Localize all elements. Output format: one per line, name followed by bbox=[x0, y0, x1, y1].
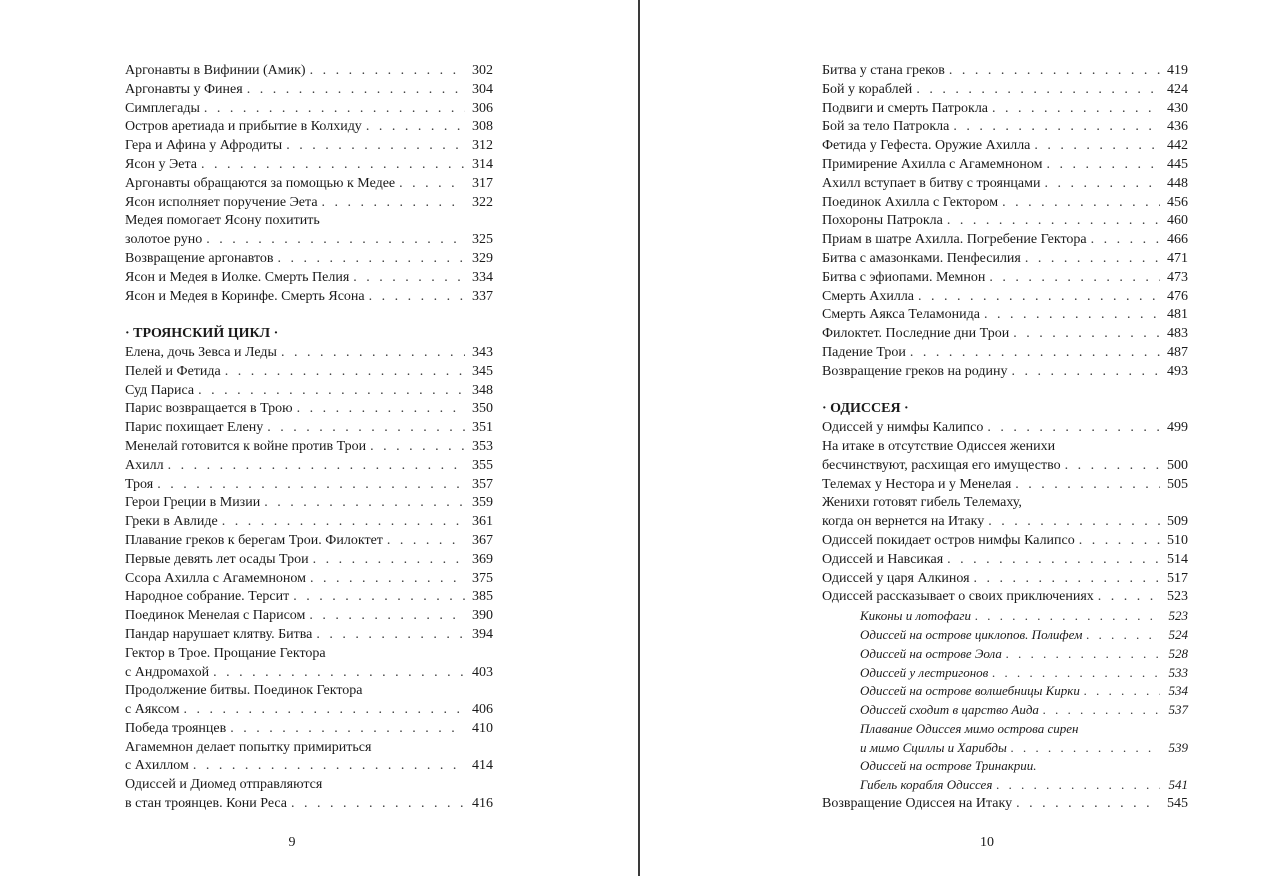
toc-entry-page: 499 bbox=[1167, 420, 1188, 436]
leader-dots bbox=[992, 100, 1160, 119]
toc-entry-page: 448 bbox=[1167, 175, 1188, 191]
leader-dots bbox=[387, 532, 465, 551]
toc-entry bbox=[822, 100, 1188, 119]
toc-entry bbox=[125, 100, 493, 119]
toc-entry-title-cont: бесчинствуют, расхищая его имущество bbox=[822, 457, 1061, 473]
leader-dots bbox=[949, 62, 1160, 81]
section-title-trojan-cycle: · ТРОЯНСКИЙ ЦИКЛ · bbox=[125, 326, 279, 342]
toc-entry-title: Менелай готовится к войне против Трои bbox=[125, 438, 367, 454]
leader-dots bbox=[975, 607, 1160, 626]
leader-dots bbox=[201, 156, 465, 175]
leader-dots bbox=[225, 363, 465, 382]
leader-dots bbox=[1046, 156, 1160, 175]
toc-entry-page: 483 bbox=[1167, 326, 1188, 342]
leader-dots bbox=[910, 344, 1160, 363]
toc-entry bbox=[125, 664, 493, 683]
toc-entry bbox=[822, 588, 1188, 607]
toc-entry bbox=[125, 156, 493, 175]
right-page bbox=[640, 0, 1280, 876]
toc-entry-page: 334 bbox=[472, 269, 493, 285]
toc-entry bbox=[822, 156, 1188, 175]
toc-entry bbox=[822, 664, 1188, 683]
toc-entry-title: Гера и Афина у Афродиты bbox=[125, 138, 283, 154]
toc-entry-page: 414 bbox=[472, 758, 493, 774]
toc-entry-title: Победа троянцев bbox=[125, 720, 227, 736]
leader-dots bbox=[1034, 137, 1160, 156]
toc-entry-title: Одиссей у нимфы Калипсо bbox=[822, 420, 984, 436]
toc-entry bbox=[822, 269, 1188, 288]
toc-entry bbox=[822, 795, 1188, 814]
toc-entry-page: 471 bbox=[1167, 250, 1188, 266]
toc-entry bbox=[822, 231, 1188, 250]
toc-entry-title: Гектор в Трое. Прощание Гектора bbox=[125, 645, 326, 661]
toc-entry bbox=[125, 81, 493, 100]
toc-entry bbox=[822, 288, 1188, 307]
leader-dots bbox=[987, 419, 1160, 438]
toc-entry-title-cont: с Ахиллом bbox=[125, 758, 189, 774]
leader-dots bbox=[206, 231, 465, 250]
toc-entry-page: 541 bbox=[1168, 777, 1188, 793]
toc-entry-title: Ясон исполняет поручение Эета bbox=[125, 194, 318, 210]
toc-entry bbox=[125, 382, 493, 401]
toc-entry bbox=[822, 739, 1188, 758]
toc-entry bbox=[822, 62, 1188, 81]
leader-dots bbox=[1043, 701, 1160, 720]
toc-entry-title: Возвращение греков на родину bbox=[822, 363, 1008, 379]
toc-entry-title: Плавание Одиссея мимо острова сирен bbox=[860, 720, 1079, 736]
left-page bbox=[0, 0, 638, 876]
toc-entry-page: 523 bbox=[1168, 608, 1188, 624]
toc-entry-page: 359 bbox=[472, 495, 493, 511]
toc-right bbox=[822, 62, 1188, 814]
toc-entry bbox=[125, 231, 493, 250]
toc-entry-page: 312 bbox=[472, 138, 493, 154]
leader-dots bbox=[953, 118, 1160, 137]
toc-entry-page: 329 bbox=[472, 250, 493, 266]
toc-entry bbox=[125, 494, 493, 513]
leader-dots bbox=[293, 588, 465, 607]
toc-entry bbox=[822, 118, 1188, 137]
toc-entry-title: Одиссей и Диомед отправляются bbox=[125, 777, 323, 793]
leader-dots bbox=[947, 551, 1160, 570]
toc-entry-page: 343 bbox=[472, 344, 493, 360]
leader-dots bbox=[1011, 739, 1160, 758]
toc-entry-page: 424 bbox=[1167, 81, 1188, 97]
leader-dots bbox=[1011, 363, 1160, 382]
toc-entry-title-cont: в стан троянцев. Кони Реса bbox=[125, 796, 287, 812]
section-title-odyssey: · ОДИССЕЯ · bbox=[822, 401, 909, 417]
toc-entry bbox=[125, 288, 493, 307]
toc-entry-page: 528 bbox=[1168, 645, 1188, 661]
leader-dots bbox=[984, 306, 1160, 325]
toc-entry bbox=[125, 795, 493, 814]
toc-entry-title: Одиссей рассказывает о своих приключениях bbox=[822, 589, 1094, 605]
toc-entry bbox=[125, 626, 493, 645]
toc-entry-title-cont: и мимо Сциллы и Харибды bbox=[860, 739, 1007, 755]
toc-entry-title: Одиссей на острове Эола bbox=[860, 645, 1002, 661]
toc-entry-page: 436 bbox=[1167, 119, 1188, 135]
toc-entry-title: Фетида у Гефеста. Оружие Ахилла bbox=[822, 138, 1031, 154]
toc-entry-page: 308 bbox=[472, 119, 493, 135]
leader-dots bbox=[989, 269, 1160, 288]
toc-entry-page: 430 bbox=[1167, 100, 1188, 116]
toc-entry-page: 466 bbox=[1167, 232, 1188, 248]
toc-entry-page: 510 bbox=[1167, 532, 1188, 548]
toc-entry-title: На итаке в отсутствие Одиссея женихи bbox=[822, 438, 1056, 454]
toc-entry bbox=[125, 118, 493, 137]
toc-entry-title: Плавание греков к берегам Трои. Филоктет bbox=[125, 532, 383, 548]
toc-entry-title-cont: золотое руно bbox=[125, 232, 203, 248]
leader-dots bbox=[264, 494, 465, 513]
leader-dots bbox=[366, 118, 465, 137]
leader-dots bbox=[247, 81, 465, 100]
leader-dots bbox=[222, 513, 465, 532]
leader-dots bbox=[310, 62, 465, 81]
toc-entry bbox=[125, 476, 493, 495]
toc-entry bbox=[125, 551, 493, 570]
toc-block-trojan-cont bbox=[822, 62, 1188, 382]
leader-dots bbox=[988, 513, 1160, 532]
leader-dots bbox=[974, 570, 1160, 589]
toc-entry-page: 369 bbox=[472, 551, 493, 567]
toc-entry bbox=[822, 570, 1188, 589]
toc-entry bbox=[125, 137, 493, 156]
toc-entry bbox=[125, 588, 493, 607]
toc-entry-page: 456 bbox=[1167, 194, 1188, 210]
toc-entry bbox=[822, 682, 1188, 701]
toc-entry bbox=[822, 532, 1188, 551]
toc-entry-title: Битва с амазонками. Пенфесилия bbox=[822, 250, 1021, 266]
page-number: 10 bbox=[980, 835, 994, 850]
toc-entry-title: Ахилл вступает в битву с троянцами bbox=[822, 175, 1041, 191]
toc-entry-page: 367 bbox=[472, 532, 493, 548]
toc-entry bbox=[822, 776, 1188, 795]
toc-block-odyssey bbox=[822, 419, 1188, 814]
toc-entry-title: Продолжение битвы. Поединок Гектора bbox=[125, 683, 363, 699]
toc-entry-page: 476 bbox=[1167, 288, 1188, 304]
toc-entry-page: 442 bbox=[1167, 138, 1188, 154]
leader-dots bbox=[1025, 250, 1160, 269]
toc-entry-title: Подвиги и смерть Патрокла bbox=[822, 100, 989, 116]
toc-entry-title: Ссора Ахилла с Агамемноном bbox=[125, 570, 307, 586]
toc-entry bbox=[125, 457, 493, 476]
page-number: 9 bbox=[288, 835, 296, 850]
toc-entry-page: 355 bbox=[472, 457, 493, 473]
toc-entry-title: Остров аретиада и прибытие в Колхиду bbox=[125, 119, 362, 135]
toc-entry-page: 406 bbox=[472, 702, 493, 718]
leader-dots bbox=[313, 551, 465, 570]
toc-entry bbox=[125, 400, 493, 419]
toc-entry-page: 337 bbox=[472, 288, 493, 304]
toc-entry-title: Герои Греции в Мизии bbox=[125, 495, 261, 511]
toc-entry-page: 537 bbox=[1168, 702, 1188, 718]
toc-entry bbox=[822, 81, 1188, 100]
toc-entry-title: Ясон и Медея в Коринфе. Смерть Ясона bbox=[125, 288, 365, 304]
toc-entry-page: 345 bbox=[472, 363, 493, 379]
toc-entry-page: 416 bbox=[472, 796, 493, 812]
leader-dots bbox=[370, 438, 465, 457]
toc-entry bbox=[822, 513, 1188, 532]
toc-entry-title: Битва с эфиопами. Мемнон bbox=[822, 269, 986, 285]
toc-entry bbox=[125, 363, 493, 382]
toc-entry bbox=[822, 476, 1188, 495]
toc-entry-title: Аргонавты у Финея bbox=[125, 81, 243, 97]
leader-dots bbox=[353, 269, 465, 288]
leader-dots bbox=[992, 664, 1160, 683]
toc-entry bbox=[125, 513, 493, 532]
toc-entry-page: 460 bbox=[1167, 213, 1188, 229]
leader-dots bbox=[157, 476, 465, 495]
toc-entry-title: Бой у кораблей bbox=[822, 81, 913, 97]
toc-entry bbox=[822, 701, 1188, 720]
toc-entry bbox=[125, 175, 493, 194]
toc-entry bbox=[822, 607, 1188, 626]
toc-left bbox=[125, 62, 493, 814]
toc-entry-page: 325 bbox=[472, 232, 493, 248]
toc-entry bbox=[822, 175, 1188, 194]
toc-entry-title: Ахилл bbox=[125, 457, 164, 473]
toc-entry-title: Возвращение Одиссея на Итаку bbox=[822, 796, 1013, 812]
toc-entry-title: Примирение Ахилла с Агамемноном bbox=[822, 156, 1043, 172]
toc-entry bbox=[125, 570, 493, 589]
toc-entry bbox=[822, 306, 1188, 325]
toc-entry-title: Суд Париса bbox=[125, 382, 195, 398]
toc-entry-title: Одиссей на острове циклопов. Полифем bbox=[860, 626, 1083, 642]
leader-dots bbox=[193, 757, 465, 776]
toc-entry-page: 390 bbox=[472, 608, 493, 624]
toc-entry-title: Похороны Патрокла bbox=[822, 213, 943, 229]
leader-dots bbox=[1098, 588, 1160, 607]
leader-dots bbox=[1084, 682, 1160, 701]
toc-entry-title: Аргонавты обращаются за помощью к Медее bbox=[125, 175, 396, 191]
leader-dots bbox=[1015, 476, 1160, 495]
toc-entry-title: Падение Трои bbox=[822, 344, 906, 360]
toc-entry-title: Елена, дочь Зевса и Леды bbox=[125, 344, 277, 360]
toc-entry bbox=[125, 269, 493, 288]
toc-entry-page: 524 bbox=[1168, 626, 1188, 642]
toc-entry-page: 351 bbox=[472, 420, 493, 436]
toc-entry-page: 487 bbox=[1167, 344, 1188, 360]
toc-entry-page: 523 bbox=[1167, 589, 1188, 605]
toc-entry-title: Смерть Ахилла bbox=[822, 288, 915, 304]
toc-entry-title: Филоктет. Последние дни Трои bbox=[822, 326, 1010, 342]
leader-dots bbox=[316, 626, 465, 645]
toc-entry bbox=[822, 250, 1188, 269]
leader-dots bbox=[918, 288, 1160, 307]
toc-entry bbox=[125, 720, 493, 739]
toc-entry-page: 302 bbox=[472, 63, 493, 78]
leader-dots bbox=[286, 137, 465, 156]
toc-entry-title: Битва у стана греков bbox=[822, 63, 945, 78]
toc-entry bbox=[822, 137, 1188, 156]
toc-entry-title: Телемах у Нестора и у Менелая bbox=[822, 476, 1012, 492]
leader-dots bbox=[1065, 457, 1160, 476]
toc-entry-page: 481 bbox=[1167, 307, 1188, 323]
toc-entry-page: 493 bbox=[1167, 363, 1188, 379]
toc-entry-title: Одиссей на острове волшебницы Кирки bbox=[860, 683, 1080, 699]
toc-entry-title: Поединок Менелая с Парисом bbox=[125, 608, 306, 624]
toc-entry bbox=[822, 194, 1188, 213]
toc-entry-title: Троя bbox=[125, 476, 154, 492]
toc-block-argonauts bbox=[125, 62, 493, 306]
toc-entry-page: 306 bbox=[472, 100, 493, 116]
toc-entry-title: Смерть Аякса Теламонида bbox=[822, 307, 980, 323]
leader-dots bbox=[267, 419, 465, 438]
toc-entry-title: Греки в Авлиде bbox=[125, 514, 218, 530]
toc-entry-title: Симплегады bbox=[125, 100, 200, 116]
leader-dots bbox=[916, 81, 1160, 100]
leader-dots bbox=[204, 100, 465, 119]
toc-entry-title: Одиссей покидает остров нимфы Калипсо bbox=[822, 532, 1075, 548]
toc-entry-title: Одиссей на острове Тринакрии. bbox=[860, 758, 1037, 774]
toc-entry-title-cont: с Андромахой bbox=[125, 664, 210, 680]
toc-entry bbox=[125, 62, 493, 81]
leader-dots bbox=[213, 664, 465, 683]
toc-entry-page: 410 bbox=[472, 720, 493, 736]
toc-entry bbox=[822, 551, 1188, 570]
toc-entry bbox=[125, 250, 493, 269]
leader-dots bbox=[1079, 532, 1160, 551]
toc-entry-title: Медея помогает Ясону похитить bbox=[125, 213, 320, 229]
leader-dots bbox=[309, 607, 465, 626]
toc-entry-title: Агамемнон делает попытку примириться bbox=[125, 739, 372, 755]
toc-entry-title: Пандар нарушает клятву. Битва bbox=[125, 626, 313, 642]
leader-dots bbox=[198, 382, 465, 401]
leader-dots bbox=[297, 400, 465, 419]
toc-entry-page: 385 bbox=[472, 589, 493, 605]
toc-entry bbox=[822, 645, 1188, 664]
toc-entry-page: 348 bbox=[472, 382, 493, 398]
toc-entry-page: 304 bbox=[472, 81, 493, 97]
toc-entry bbox=[822, 325, 1188, 344]
toc-entry-page: 350 bbox=[472, 401, 493, 417]
toc-entry-page: 357 bbox=[472, 476, 493, 492]
toc-entry bbox=[822, 419, 1188, 438]
toc-entry bbox=[822, 457, 1188, 476]
leader-dots bbox=[1002, 194, 1160, 213]
toc-entry-page: 314 bbox=[472, 156, 493, 172]
toc-entry bbox=[822, 212, 1188, 231]
toc-entry bbox=[125, 344, 493, 363]
toc-entry bbox=[822, 626, 1188, 645]
leader-dots bbox=[1006, 645, 1160, 664]
leader-dots bbox=[310, 570, 465, 589]
toc-entry-page: 509 bbox=[1167, 514, 1188, 530]
toc-entry-title: Приам в шатре Ахилла. Погребение Гектора bbox=[822, 232, 1087, 248]
toc-entry bbox=[125, 757, 493, 776]
toc-entry-page: 445 bbox=[1167, 156, 1188, 172]
toc-entry-title: Пелей и Фетида bbox=[125, 363, 221, 379]
leader-dots bbox=[322, 194, 465, 213]
leader-dots bbox=[1086, 626, 1160, 645]
toc-entry-page: 322 bbox=[472, 194, 493, 210]
toc-entry-title: Женихи готовят гибель Телемаху, bbox=[822, 495, 1022, 511]
toc-entry bbox=[125, 194, 493, 213]
toc-entry-title: Аргонавты в Вифинии (Амик) bbox=[125, 63, 306, 78]
toc-entry bbox=[125, 701, 493, 720]
leader-dots bbox=[399, 175, 465, 194]
toc-entry-page: 533 bbox=[1168, 664, 1188, 680]
toc-entry-page: 534 bbox=[1168, 683, 1188, 699]
toc-entry-page: 403 bbox=[472, 664, 493, 680]
toc-entry-title: Одиссей сходит в царство Аида bbox=[860, 702, 1039, 718]
toc-entry-page: 361 bbox=[472, 514, 493, 530]
toc-entry-page: 539 bbox=[1168, 739, 1188, 755]
toc-entry-title: Ясон у Эета bbox=[125, 156, 198, 172]
toc-entry-title: Возвращение аргонавтов bbox=[125, 250, 274, 266]
toc-entry-page: 394 bbox=[472, 626, 493, 642]
toc-entry-page: 419 bbox=[1167, 63, 1188, 78]
leader-dots bbox=[947, 212, 1160, 231]
toc-entry bbox=[125, 532, 493, 551]
toc-entry-page: 317 bbox=[472, 175, 493, 191]
leader-dots bbox=[184, 701, 465, 720]
toc-entry-title: Ясон и Медея в Иолке. Смерть Пелия bbox=[125, 269, 350, 285]
toc-entry-page: 517 bbox=[1167, 570, 1188, 586]
toc-entry-page: 514 bbox=[1167, 551, 1188, 567]
toc-entry-page: 375 bbox=[472, 570, 493, 586]
leader-dots bbox=[1091, 231, 1160, 250]
leader-dots bbox=[996, 776, 1160, 795]
toc-entry-title: Поединок Ахилла с Гектором bbox=[822, 194, 999, 210]
toc-entry-title: Киконы и лотофаги bbox=[860, 608, 971, 624]
toc-entry-title: Парис возвращается в Трою bbox=[125, 401, 293, 417]
toc-entry-page: 473 bbox=[1167, 269, 1188, 285]
toc-entry-title: Одиссей у царя Алкиноя bbox=[822, 570, 970, 586]
toc-entry bbox=[822, 363, 1188, 382]
toc-entry-title: Первые девять лет осады Трои bbox=[125, 551, 309, 567]
toc-entry-page: 500 bbox=[1167, 457, 1188, 473]
leader-dots bbox=[1045, 175, 1161, 194]
toc-entry-title-cont: когда он вернется на Итаку bbox=[822, 514, 985, 530]
toc-entry-title: Парис похищает Елену bbox=[125, 420, 264, 436]
leader-dots bbox=[168, 457, 465, 476]
toc-entry bbox=[822, 344, 1188, 363]
toc-entry-title: Народное собрание. Терсит bbox=[125, 589, 290, 605]
leader-dots bbox=[291, 795, 465, 814]
toc-entry bbox=[125, 419, 493, 438]
toc-entry-title: Одиссей у лестригонов bbox=[860, 664, 989, 680]
toc-entry-title: Бой за тело Патрокла bbox=[822, 119, 950, 135]
leader-dots bbox=[369, 288, 465, 307]
toc-block-trojan bbox=[125, 344, 493, 814]
leader-dots bbox=[230, 720, 465, 739]
toc-entry-page: 505 bbox=[1167, 476, 1188, 492]
toc-entry-title: Одиссей и Навсикая bbox=[822, 551, 944, 567]
toc-entry-title-cont: с Аяксом bbox=[125, 702, 180, 718]
leader-dots bbox=[281, 344, 465, 363]
leader-dots bbox=[1013, 325, 1160, 344]
toc-entry-page: 353 bbox=[472, 438, 493, 454]
toc-entry-title-cont: Гибель корабля Одиссея bbox=[860, 777, 993, 793]
toc-entry bbox=[125, 438, 493, 457]
toc-entry bbox=[125, 607, 493, 626]
leader-dots bbox=[278, 250, 465, 269]
toc-entry-page: 545 bbox=[1167, 796, 1188, 812]
leader-dots bbox=[1016, 795, 1160, 814]
